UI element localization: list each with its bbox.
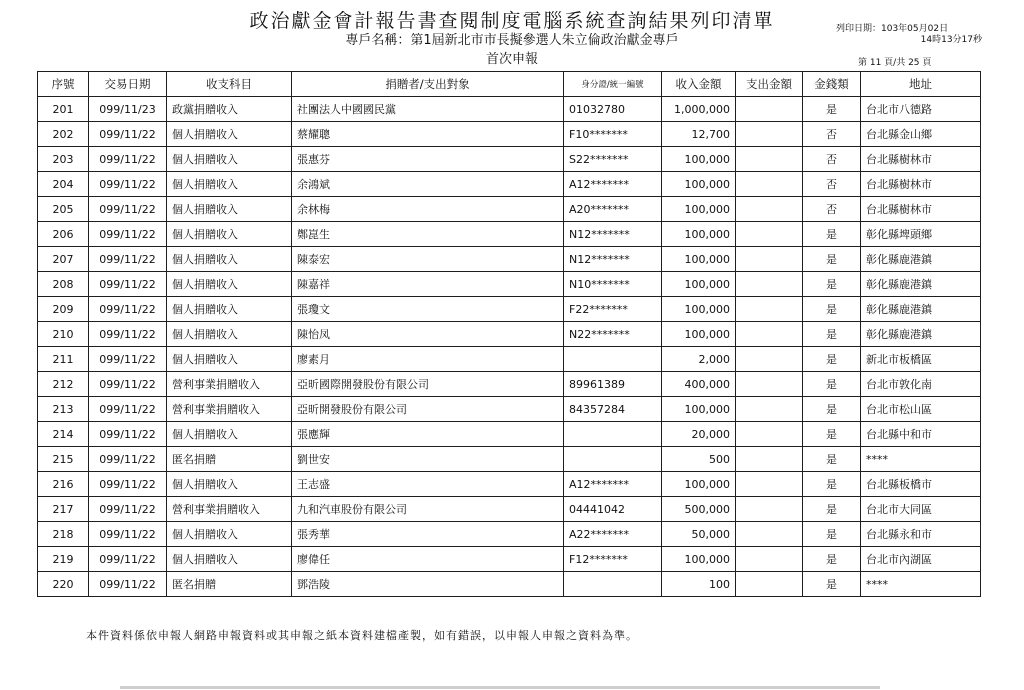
table-row	[38, 222, 981, 247]
col-header-expense: 支出金額	[736, 72, 803, 97]
cell-date: 099/11/22	[89, 522, 167, 547]
cell-donor: 社團法人中國國民黨	[292, 97, 564, 122]
cell-id: A20*******	[564, 197, 662, 222]
cell-expense	[736, 222, 803, 247]
cell-id	[564, 572, 662, 597]
table-row	[38, 472, 981, 497]
cell-donor: 廖素月	[292, 347, 564, 372]
cell-category: 匿名捐贈	[167, 447, 292, 472]
cell-income: 100,000	[662, 547, 736, 572]
cell-category: 個人捐贈收入	[167, 472, 292, 497]
table-row	[38, 197, 981, 222]
cell-category: 個人捐贈收入	[167, 297, 292, 322]
cell-expense	[736, 472, 803, 497]
cell-seq: 202	[38, 122, 89, 147]
cell-id: F10*******	[564, 122, 662, 147]
cell-monetary: 是	[803, 372, 861, 397]
cell-monetary: 是	[803, 397, 861, 422]
cell-date: 099/11/22	[89, 347, 167, 372]
cell-address: 台北縣金山鄉	[861, 122, 981, 147]
report-title: 政治獻金會計報告書查閱制度電腦系統查詢結果列印清單	[249, 10, 775, 32]
cell-monetary: 是	[803, 297, 861, 322]
cell-income: 100,000	[662, 197, 736, 222]
cell-donor: 亞昕國際開發股份有限公司	[292, 372, 564, 397]
cell-expense	[736, 347, 803, 372]
cell-seq: 209	[38, 297, 89, 322]
cell-income: 400,000	[662, 372, 736, 397]
cell-address: 台北縣永和市	[861, 522, 981, 547]
cell-monetary: 是	[803, 347, 861, 372]
cell-monetary: 是	[803, 472, 861, 497]
cell-income: 100,000	[662, 472, 736, 497]
cell-expense	[736, 372, 803, 397]
cell-seq: 211	[38, 347, 89, 372]
table-row	[38, 522, 981, 547]
col-header-date: 交易日期	[89, 72, 167, 97]
cell-seq: 214	[38, 422, 89, 447]
bottom-rule	[120, 686, 880, 689]
cell-donor: 余鴻斌	[292, 172, 564, 197]
cell-date: 099/11/22	[89, 297, 167, 322]
cell-address: 台北市內湖區	[861, 547, 981, 572]
cell-expense	[736, 322, 803, 347]
col-header-seq: 序號	[38, 72, 89, 97]
filing-type: 首次申報	[485, 52, 538, 67]
cell-address: 彰化縣鹿港鎮	[861, 322, 981, 347]
cell-address: 台北市敦化南	[861, 372, 981, 397]
cell-date: 099/11/23	[89, 97, 167, 122]
table-row	[38, 97, 981, 122]
cell-monetary: 否	[803, 197, 861, 222]
cell-address: 彰化縣鹿港鎮	[861, 272, 981, 297]
cell-id: N10*******	[564, 272, 662, 297]
table-row	[38, 297, 981, 322]
cell-seq: 217	[38, 497, 89, 522]
cell-category: 匿名捐贈	[167, 572, 292, 597]
cell-monetary: 是	[803, 247, 861, 272]
cell-address: ****	[861, 447, 981, 472]
cell-id: 04441042	[564, 497, 662, 522]
cell-category: 營利事業捐贈收入	[167, 497, 292, 522]
cell-date: 099/11/22	[89, 322, 167, 347]
table-row	[38, 422, 981, 447]
cell-donor: 張惠芬	[292, 147, 564, 172]
cell-address: 彰化縣鹿港鎮	[861, 247, 981, 272]
cell-income: 100,000	[662, 172, 736, 197]
cell-category: 營利事業捐贈收入	[167, 372, 292, 397]
table-row	[38, 347, 981, 372]
cell-date: 099/11/22	[89, 447, 167, 472]
cell-id: N12*******	[564, 222, 662, 247]
cell-expense	[736, 97, 803, 122]
cell-income: 100,000	[662, 147, 736, 172]
cell-monetary: 是	[803, 572, 861, 597]
cell-id: N22*******	[564, 322, 662, 347]
footer-note: 本件資料係依申報人網路申報資料或其申報之紙本資料建檔產製，如有錯誤，以申報人申報之資料為準。	[86, 629, 638, 642]
cell-seq: 219	[38, 547, 89, 572]
cell-donor: 余林梅	[292, 197, 564, 222]
cell-category: 個人捐贈收入	[167, 422, 292, 447]
cell-donor: 張秀華	[292, 522, 564, 547]
cell-address: 彰化縣鹿港鎮	[861, 297, 981, 322]
cell-address: 台北市大同區	[861, 497, 981, 522]
cell-donor: 劉世安	[292, 447, 564, 472]
cell-income: 100,000	[662, 397, 736, 422]
cell-id: A22*******	[564, 522, 662, 547]
cell-date: 099/11/22	[89, 222, 167, 247]
cell-expense	[736, 197, 803, 222]
cell-id	[564, 422, 662, 447]
cell-address: 台北市八德路	[861, 97, 981, 122]
cell-category: 個人捐贈收入	[167, 322, 292, 347]
cell-date: 099/11/22	[89, 197, 167, 222]
cell-income: 100,000	[662, 297, 736, 322]
cell-expense	[736, 447, 803, 472]
cell-date: 099/11/22	[89, 272, 167, 297]
cell-expense	[736, 272, 803, 297]
cell-category: 個人捐贈收入	[167, 197, 292, 222]
cell-monetary: 是	[803, 522, 861, 547]
print-time: 14時13分17秒	[920, 35, 982, 45]
cell-seq: 216	[38, 472, 89, 497]
cell-category: 個人捐贈收入	[167, 222, 292, 247]
cell-monetary: 是	[803, 447, 861, 472]
table-header-row	[38, 72, 981, 97]
table-row	[38, 497, 981, 522]
cell-category: 個人捐贈收入	[167, 172, 292, 197]
table-body	[38, 97, 981, 597]
cell-id: F22*******	[564, 297, 662, 322]
cell-donor: 張應輝	[292, 422, 564, 447]
cell-monetary: 是	[803, 322, 861, 347]
cell-donor: 陳嘉祥	[292, 272, 564, 297]
cell-income: 100	[662, 572, 736, 597]
cell-id	[564, 447, 662, 472]
cell-seq: 207	[38, 247, 89, 272]
cell-date: 099/11/22	[89, 147, 167, 172]
cell-income: 2,000	[662, 347, 736, 372]
table-row	[38, 397, 981, 422]
cell-donor: 陳泰宏	[292, 247, 564, 272]
cell-seq: 206	[38, 222, 89, 247]
cell-date: 099/11/22	[89, 497, 167, 522]
cell-expense	[736, 147, 803, 172]
cell-income: 100,000	[662, 272, 736, 297]
cell-income: 100,000	[662, 222, 736, 247]
table-row	[38, 247, 981, 272]
cell-monetary: 是	[803, 222, 861, 247]
col-header-id: 身分證/統一編號	[564, 72, 662, 97]
cell-monetary: 是	[803, 97, 861, 122]
cell-id: 84357284	[564, 397, 662, 422]
cell-donor: 亞昕開發股份有限公司	[292, 397, 564, 422]
cell-expense	[736, 547, 803, 572]
cell-income: 1,000,000	[662, 97, 736, 122]
page-info: 第 11 頁/共 25 頁	[858, 58, 932, 68]
table-row	[38, 372, 981, 397]
cell-id: N12*******	[564, 247, 662, 272]
cell-id: 01032780	[564, 97, 662, 122]
table-row	[38, 447, 981, 472]
cell-income: 500,000	[662, 497, 736, 522]
cell-income: 12,700	[662, 122, 736, 147]
table-row	[38, 272, 981, 297]
cell-monetary: 是	[803, 497, 861, 522]
cell-id: 89961389	[564, 372, 662, 397]
table-row	[38, 572, 981, 597]
records-table	[37, 71, 981, 597]
print-date: 列印日期：103年05月02日	[836, 24, 949, 34]
table-row	[38, 547, 981, 572]
cell-expense	[736, 497, 803, 522]
cell-date: 099/11/22	[89, 547, 167, 572]
cell-date: 099/11/22	[89, 572, 167, 597]
cell-date: 099/11/22	[89, 122, 167, 147]
cell-monetary: 否	[803, 172, 861, 197]
cell-donor: 王志盛	[292, 472, 564, 497]
cell-donor: 廖偉任	[292, 547, 564, 572]
cell-category: 營利事業捐贈收入	[167, 397, 292, 422]
table-row	[38, 122, 981, 147]
cell-seq: 210	[38, 322, 89, 347]
cell-donor: 鄭崑生	[292, 222, 564, 247]
cell-category: 個人捐贈收入	[167, 272, 292, 297]
cell-income: 500	[662, 447, 736, 472]
cell-address: ****	[861, 572, 981, 597]
cell-id: S22*******	[564, 147, 662, 172]
cell-seq: 218	[38, 522, 89, 547]
cell-address: 台北縣樹林市	[861, 172, 981, 197]
cell-category: 政黨捐贈收入	[167, 97, 292, 122]
cell-date: 099/11/22	[89, 172, 167, 197]
cell-monetary: 否	[803, 147, 861, 172]
cell-date: 099/11/22	[89, 422, 167, 447]
cell-donor: 陳怡凤	[292, 322, 564, 347]
cell-seq: 208	[38, 272, 89, 297]
col-header-income: 收入金額	[662, 72, 736, 97]
cell-date: 099/11/22	[89, 372, 167, 397]
cell-expense	[736, 172, 803, 197]
cell-expense	[736, 422, 803, 447]
cell-address: 台北縣樹林市	[861, 197, 981, 222]
cell-address: 台北縣板橋市	[861, 472, 981, 497]
cell-id: A12*******	[564, 472, 662, 497]
cell-address: 台北縣樹林市	[861, 147, 981, 172]
cell-donor: 鄧浩陵	[292, 572, 564, 597]
col-header-donor: 捐贈者/支出對象	[292, 72, 564, 97]
cell-seq: 212	[38, 372, 89, 397]
cell-expense	[736, 247, 803, 272]
cell-seq: 215	[38, 447, 89, 472]
cell-expense	[736, 572, 803, 597]
cell-id: A12*******	[564, 172, 662, 197]
account-name: 專戶名稱：第1屆新北市市長擬參選人朱立倫政治獻金專戶	[345, 33, 679, 48]
cell-seq: 220	[38, 572, 89, 597]
cell-address: 新北市板橋區	[861, 347, 981, 372]
cell-income: 100,000	[662, 247, 736, 272]
table-row	[38, 147, 981, 172]
table-row	[38, 322, 981, 347]
cell-donor: 張瓊文	[292, 297, 564, 322]
cell-monetary: 否	[803, 122, 861, 147]
cell-expense	[736, 522, 803, 547]
cell-seq: 201	[38, 97, 89, 122]
cell-monetary: 是	[803, 547, 861, 572]
cell-category: 個人捐贈收入	[167, 522, 292, 547]
cell-category: 個人捐贈收入	[167, 147, 292, 172]
cell-income: 50,000	[662, 522, 736, 547]
cell-seq: 204	[38, 172, 89, 197]
cell-expense	[736, 297, 803, 322]
cell-expense	[736, 397, 803, 422]
col-header-monetary: 金錢類	[803, 72, 861, 97]
cell-expense	[736, 122, 803, 147]
cell-id: F12*******	[564, 547, 662, 572]
cell-monetary: 是	[803, 422, 861, 447]
cell-category: 個人捐贈收入	[167, 547, 292, 572]
cell-donor: 蔡耀聰	[292, 122, 564, 147]
cell-address: 彰化縣埤頭鄉	[861, 222, 981, 247]
col-header-category: 收支科目	[167, 72, 292, 97]
cell-id	[564, 347, 662, 372]
cell-address: 台北市松山區	[861, 397, 981, 422]
cell-income: 100,000	[662, 322, 736, 347]
cell-income: 20,000	[662, 422, 736, 447]
cell-date: 099/11/22	[89, 247, 167, 272]
cell-date: 099/11/22	[89, 397, 167, 422]
print-info	[836, 24, 986, 46]
cell-category: 個人捐贈收入	[167, 247, 292, 272]
cell-address: 台北縣中和市	[861, 422, 981, 447]
cell-category: 個人捐贈收入	[167, 122, 292, 147]
cell-category: 個人捐贈收入	[167, 347, 292, 372]
col-header-address: 地址	[861, 72, 981, 97]
cell-donor: 九和汽車股份有限公司	[292, 497, 564, 522]
cell-seq: 205	[38, 197, 89, 222]
cell-seq: 203	[38, 147, 89, 172]
cell-monetary: 是	[803, 272, 861, 297]
cell-date: 099/11/22	[89, 472, 167, 497]
table-row	[38, 172, 981, 197]
cell-seq: 213	[38, 397, 89, 422]
